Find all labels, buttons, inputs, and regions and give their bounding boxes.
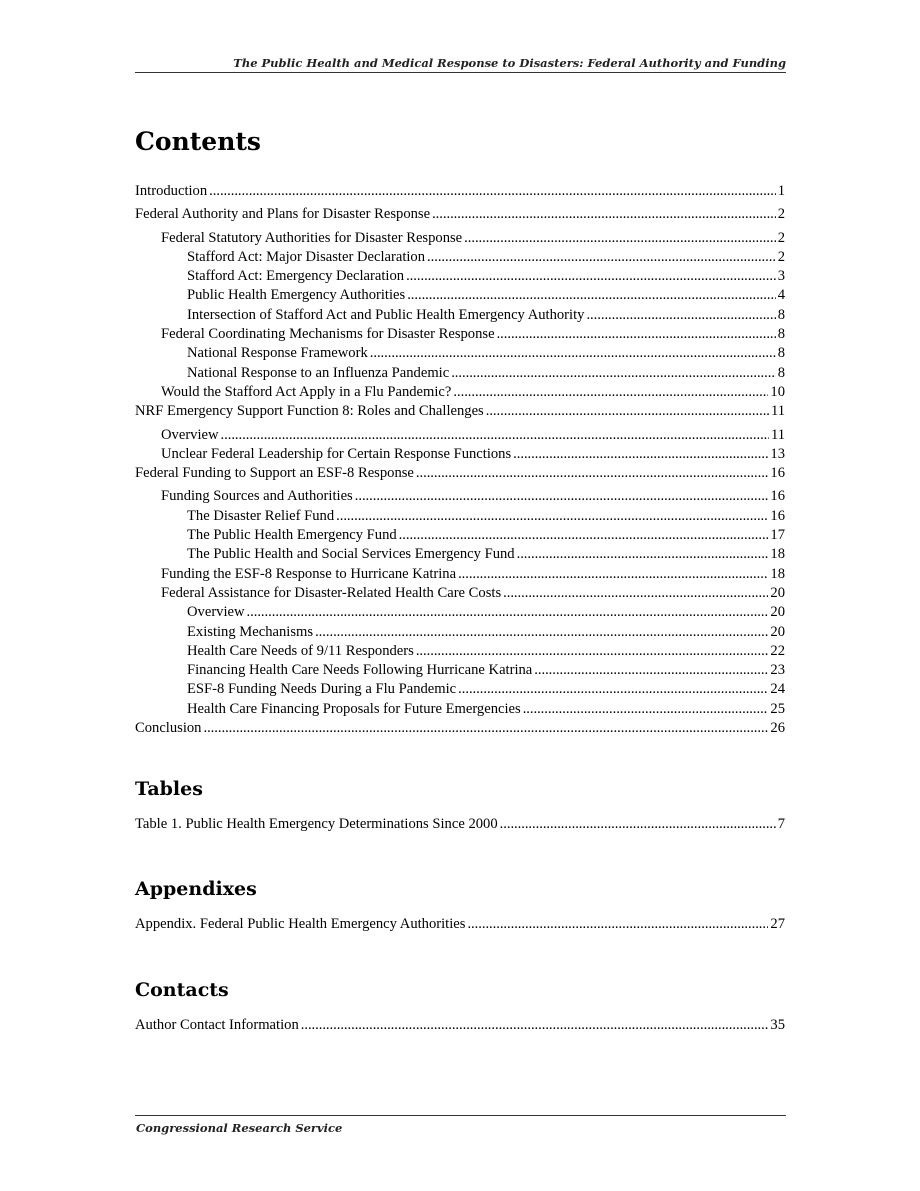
toc-entry[interactable]: Existing Mechanisms . . . 20 [135, 623, 785, 642]
toc-entry[interactable]: The Disaster Relief Fund . . . 16 [135, 507, 785, 526]
toc-entry[interactable]: Public Health Emergency Authorities . . . 4 [135, 286, 785, 305]
toc-entry[interactable]: Funding the ESF-8 Response to Hurricane Katrina . . . 18 [135, 565, 785, 584]
appendixes-list [135, 915, 785, 934]
toc-entry[interactable]: Overview . . . 11 [135, 426, 785, 445]
tables-heading: Tables [135, 778, 203, 800]
toc-entry[interactable]: Federal Funding to Support an ESF-8 Response . . . 16 [135, 464, 785, 483]
toc-entry[interactable]: NRF Emergency Support Function 8: Roles and Challenges . . . 11 [135, 402, 785, 421]
toc-entry[interactable]: Federal Assistance for Disaster-Related Health Care Costs . . . 20 [135, 584, 785, 603]
appendixes-section [135, 876, 785, 934]
toc-entry[interactable]: Federal Statutory Authorities for Disaster Response . . . 2 [135, 229, 785, 248]
toc-entry[interactable]: Health Care Needs of 9/11 Responders . . . 22 [135, 642, 785, 661]
footer-rule [135, 1115, 786, 1116]
contents-list [135, 182, 785, 738]
toc-entry[interactable]: Federal Authority and Plans for Disaster Response . . . 2 [135, 205, 785, 224]
tables-section [135, 776, 785, 834]
running-footer: Congressional Research Service [136, 1121, 343, 1135]
toc-entry[interactable]: Health Care Financing Proposals for Future Emergencies . . . 25 [135, 700, 785, 719]
running-header: The Public Health and Medical Response to Disasters: Federal Authority and Funding [233, 56, 786, 70]
header-rule [135, 72, 786, 73]
contacts-section [135, 977, 785, 1035]
toc-entry[interactable]: Financing Health Care Needs Following Hurricane Katrina . . . 23 [135, 661, 785, 680]
toc-entry[interactable]: National Response Framework . . . 8 [135, 344, 785, 363]
toc-entry[interactable]: Introduction . . . 1 [135, 182, 785, 201]
contents-section [135, 124, 785, 738]
toc-entry[interactable]: ESF-8 Funding Needs During a Flu Pandemic . . . 24 [135, 680, 785, 699]
toc-entry[interactable]: Stafford Act: Major Disaster Declaration . . . 2 [135, 248, 785, 267]
toc-entry[interactable]: Table 1. Public Health Emergency Determinations Since 2000 . . . 7 [135, 815, 785, 834]
toc-entry[interactable]: Author Contact Information . . . 35 [135, 1016, 785, 1035]
toc-entry[interactable]: The Public Health Emergency Fund . . . 17 [135, 526, 785, 545]
toc-entry[interactable]: Intersection of Stafford Act and Public Health Emergency Authority . . . 8 [135, 306, 785, 325]
toc-entry[interactable]: Funding Sources and Authorities . . . 16 [135, 487, 785, 506]
toc-entry[interactable]: Federal Coordinating Mechanisms for Disaster Response . . . 8 [135, 325, 785, 344]
toc-entry[interactable]: National Response to an Influenza Pandemic . . . 8 [135, 364, 785, 383]
toc-entry[interactable]: The Public Health and Social Services Emergency Fund . . . 18 [135, 545, 785, 564]
contents-heading: Contents [135, 127, 262, 156]
toc-entry[interactable]: Would the Stafford Act Apply in a Flu Pandemic? . . . 10 [135, 383, 785, 402]
toc-entry[interactable]: Appendix. Federal Public Health Emergency Authorities . . . 27 [135, 915, 785, 934]
contacts-list [135, 1016, 785, 1035]
toc-entry[interactable]: Conclusion . . . 26 [135, 719, 785, 738]
appendixes-heading: Appendixes [135, 878, 257, 900]
toc-entry[interactable]: Stafford Act: Emergency Declaration . . . 3 [135, 267, 785, 286]
toc-entry[interactable]: Overview . . . 20 [135, 603, 785, 622]
toc-entry[interactable]: Unclear Federal Leadership for Certain Response Functions . . . 13 [135, 445, 785, 464]
tables-list [135, 815, 785, 834]
contacts-heading: Contacts [135, 979, 229, 1001]
